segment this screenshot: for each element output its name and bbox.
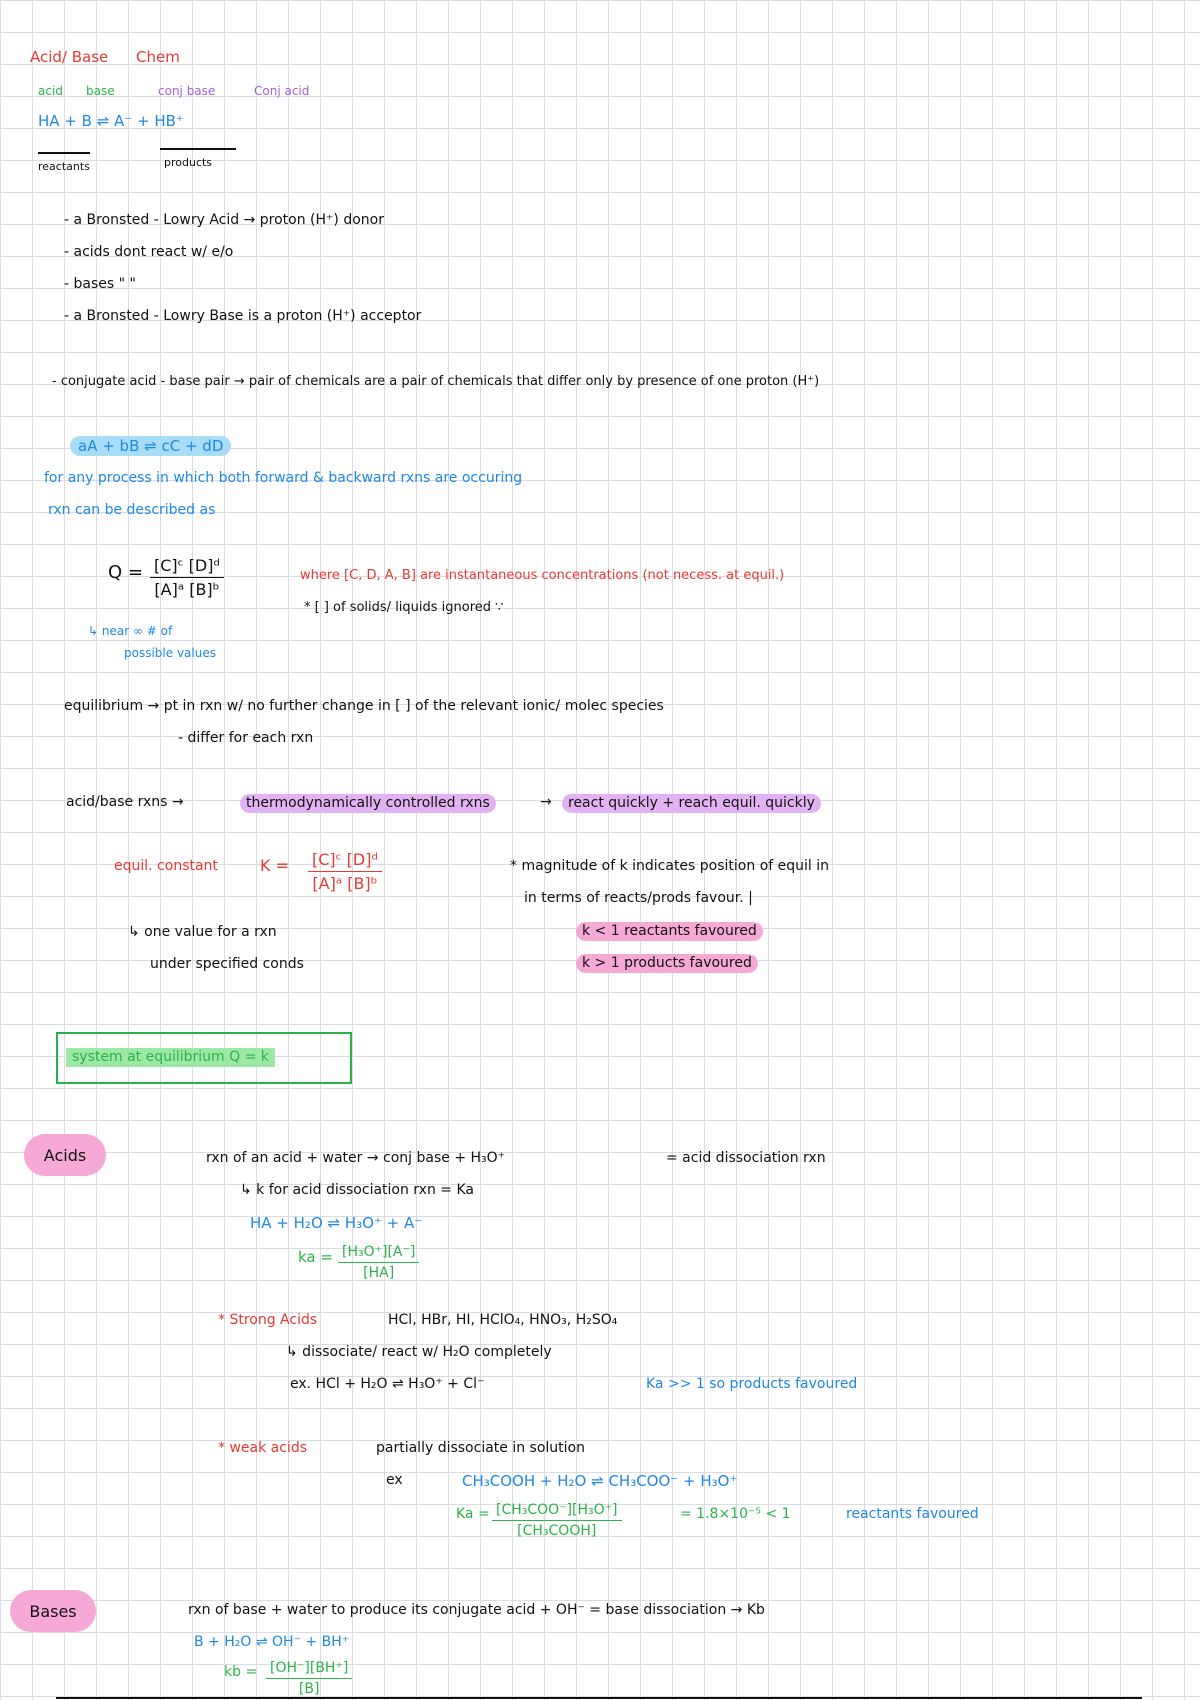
ka-lhs: ka = bbox=[298, 1248, 333, 1266]
page-title: Acid/ Base bbox=[30, 48, 109, 66]
bases-section-label: Bases bbox=[29, 1601, 77, 1621]
weak-acid-example-label: ex bbox=[386, 1472, 403, 1488]
k-less-than-one: k < 1 reactants favoured bbox=[576, 922, 763, 941]
process-text-line2: rxn can be described as bbox=[48, 502, 216, 518]
weak-ka-value: = 1.8×10⁻⁵ < 1 bbox=[680, 1506, 791, 1522]
bullet-acid-definition: - a Bronsted - Lowry Acid → proton (H⁺) donor bbox=[64, 212, 384, 228]
q-values-line2: possible values bbox=[124, 646, 216, 660]
bullet-acids-eo: - acids dont react w/ e/o bbox=[64, 244, 234, 260]
q-numerator: [C]ᶜ [D]ᵈ bbox=[150, 556, 224, 578]
q-values-line1: ↳ near ∞ # of bbox=[88, 624, 173, 638]
k-greater-than-one: k > 1 products favoured bbox=[576, 954, 758, 973]
ka-denominator: [HA] bbox=[363, 1265, 395, 1281]
conj-base-label: conj base bbox=[158, 84, 216, 98]
acid-dissociation-equation: HA + H₂O ⇌ H₃O⁺ + A⁻ bbox=[250, 1214, 423, 1232]
system-equilibrium-box bbox=[56, 1032, 352, 1084]
equilibrium-definition: equilibrium → pt in rxn w/ no further change in [ ] of the relevant ionic/ molec species bbox=[64, 698, 664, 714]
strong-acids-label: * Strong Acids bbox=[218, 1312, 318, 1328]
base-dissociation-equation: B + H₂O ⇌ OH⁻ + BH⁺ bbox=[194, 1634, 350, 1650]
bullet-bases-eo: - bases " " bbox=[64, 276, 136, 292]
k-fraction bbox=[308, 850, 382, 893]
weak-ka-note: reactants favoured bbox=[846, 1506, 979, 1522]
conj-acid-label: Conj acid bbox=[254, 84, 310, 98]
acid-dissociation-label: = acid dissociation rxn bbox=[666, 1150, 826, 1166]
react-quickly-highlight: react quickly + reach equil. quickly bbox=[562, 794, 821, 813]
equilibrium-note: - differ for each rxn bbox=[178, 730, 314, 746]
strong-acids-note: ↳ dissociate/ react w/ H₂O completely bbox=[286, 1344, 552, 1360]
k-magnitude-line1: * magnitude of k indicates position of equil in bbox=[510, 858, 830, 874]
products-underline bbox=[160, 148, 236, 150]
k-numerator: [C]ᶜ [D]ᵈ bbox=[308, 850, 382, 872]
bullet-base-definition: - a Bronsted - Lowry Base is a proton (H⁺) acceptor bbox=[64, 308, 422, 324]
weak-acids-label: * weak acids bbox=[218, 1440, 307, 1456]
weak-ka-lhs: Ka = bbox=[456, 1506, 490, 1522]
k-note-line2: under specified conds bbox=[150, 956, 304, 972]
q-denominator: [A]ᵃ [B]ᵇ bbox=[154, 580, 220, 599]
weak-acid-equation: CH₃COOH + H₂O ⇌ CH₃COO⁻ + H₃O⁺ bbox=[462, 1472, 738, 1490]
acid-base-equation: HA + B ⇌ A⁻ + HB⁺ bbox=[38, 112, 184, 130]
page-subject: Chem bbox=[136, 48, 180, 66]
base-rxn-line: rxn of base + water to produce its conjugate acid + OH⁻ = base dissociation → Kb bbox=[188, 1602, 765, 1618]
weak-ka-denominator: [CH₃COOH] bbox=[517, 1523, 597, 1539]
acid-base-rxns-arrow: → bbox=[540, 794, 552, 810]
base-label: base bbox=[86, 84, 115, 98]
strong-acid-example-note: Ka >> 1 so products favoured bbox=[646, 1376, 858, 1392]
acid-base-rxns-lead: acid/base rxns → bbox=[66, 794, 184, 810]
weak-ka-numerator: [CH₃COO⁻][H₃O⁺] bbox=[492, 1502, 622, 1521]
kb-denominator: [B] bbox=[298, 1681, 320, 1697]
ka-numerator: [H₃O⁺][A⁻] bbox=[338, 1244, 419, 1263]
general-equation: aA + bB ⇌ cC + dD bbox=[70, 436, 231, 456]
products-label: products bbox=[164, 156, 213, 169]
kb-fraction bbox=[266, 1660, 352, 1697]
acid-rxn-line: rxn of an acid + water → conj base + H₃O⁺ bbox=[206, 1150, 506, 1166]
acids-section-label: Acids bbox=[43, 1145, 87, 1165]
equil-constant-label: equil. constant bbox=[114, 858, 218, 874]
strong-acid-example: ex. HCl + H₂O ⇌ H₃O⁺ + Cl⁻ bbox=[290, 1376, 485, 1392]
q-fraction bbox=[150, 556, 224, 599]
weak-ka-fraction bbox=[492, 1502, 622, 1539]
system-equilibrium-text: system at equilibrium Q = k bbox=[66, 1048, 275, 1067]
weak-acids-note: partially dissociate in solution bbox=[376, 1440, 585, 1456]
q-note-black: * [ ] of solids/ liquids ignored ∵ bbox=[304, 600, 504, 615]
reactants-label: reactants bbox=[38, 160, 90, 173]
reactants-underline bbox=[38, 152, 90, 154]
k-denominator: [A]ᵃ [B]ᵇ bbox=[312, 874, 378, 893]
acid-label: acid bbox=[38, 84, 63, 98]
kb-lhs: kb = bbox=[224, 1664, 258, 1680]
strong-acids-list: HCl, HBr, HI, HClO₄, HNO₃, H₂SO₄ bbox=[388, 1312, 618, 1328]
conjugate-pair-definition: - conjugate acid - base pair → pair of chemicals are a pair of chemicals that differ only by presence of one proton (H⁺) bbox=[52, 374, 820, 389]
thermodynamic-highlight: thermodynamically controlled rxns bbox=[240, 794, 496, 813]
k-note-line1: ↳ one value for a rxn bbox=[128, 924, 277, 940]
ka-definition: ↳ k for acid dissociation rxn = Ka bbox=[240, 1182, 474, 1198]
q-note-red: where [C, D, A, B] are instantaneous concentrations (not necess. at equil.) bbox=[300, 568, 785, 583]
kb-numerator: [OH⁻][BH⁺] bbox=[266, 1660, 352, 1679]
process-text-line1: for any process in which both forward & backward rxns are occuring bbox=[44, 470, 523, 486]
k-magnitude-line2: in terms of reacts/prods favour. | bbox=[524, 890, 753, 906]
ka-fraction bbox=[338, 1244, 419, 1281]
k-lhs: K = bbox=[260, 856, 289, 875]
page-bottom-line bbox=[56, 1697, 1142, 1699]
bases-section-pill bbox=[10, 1590, 96, 1632]
acids-section-pill bbox=[24, 1134, 106, 1176]
q-lhs: Q = bbox=[108, 562, 143, 583]
